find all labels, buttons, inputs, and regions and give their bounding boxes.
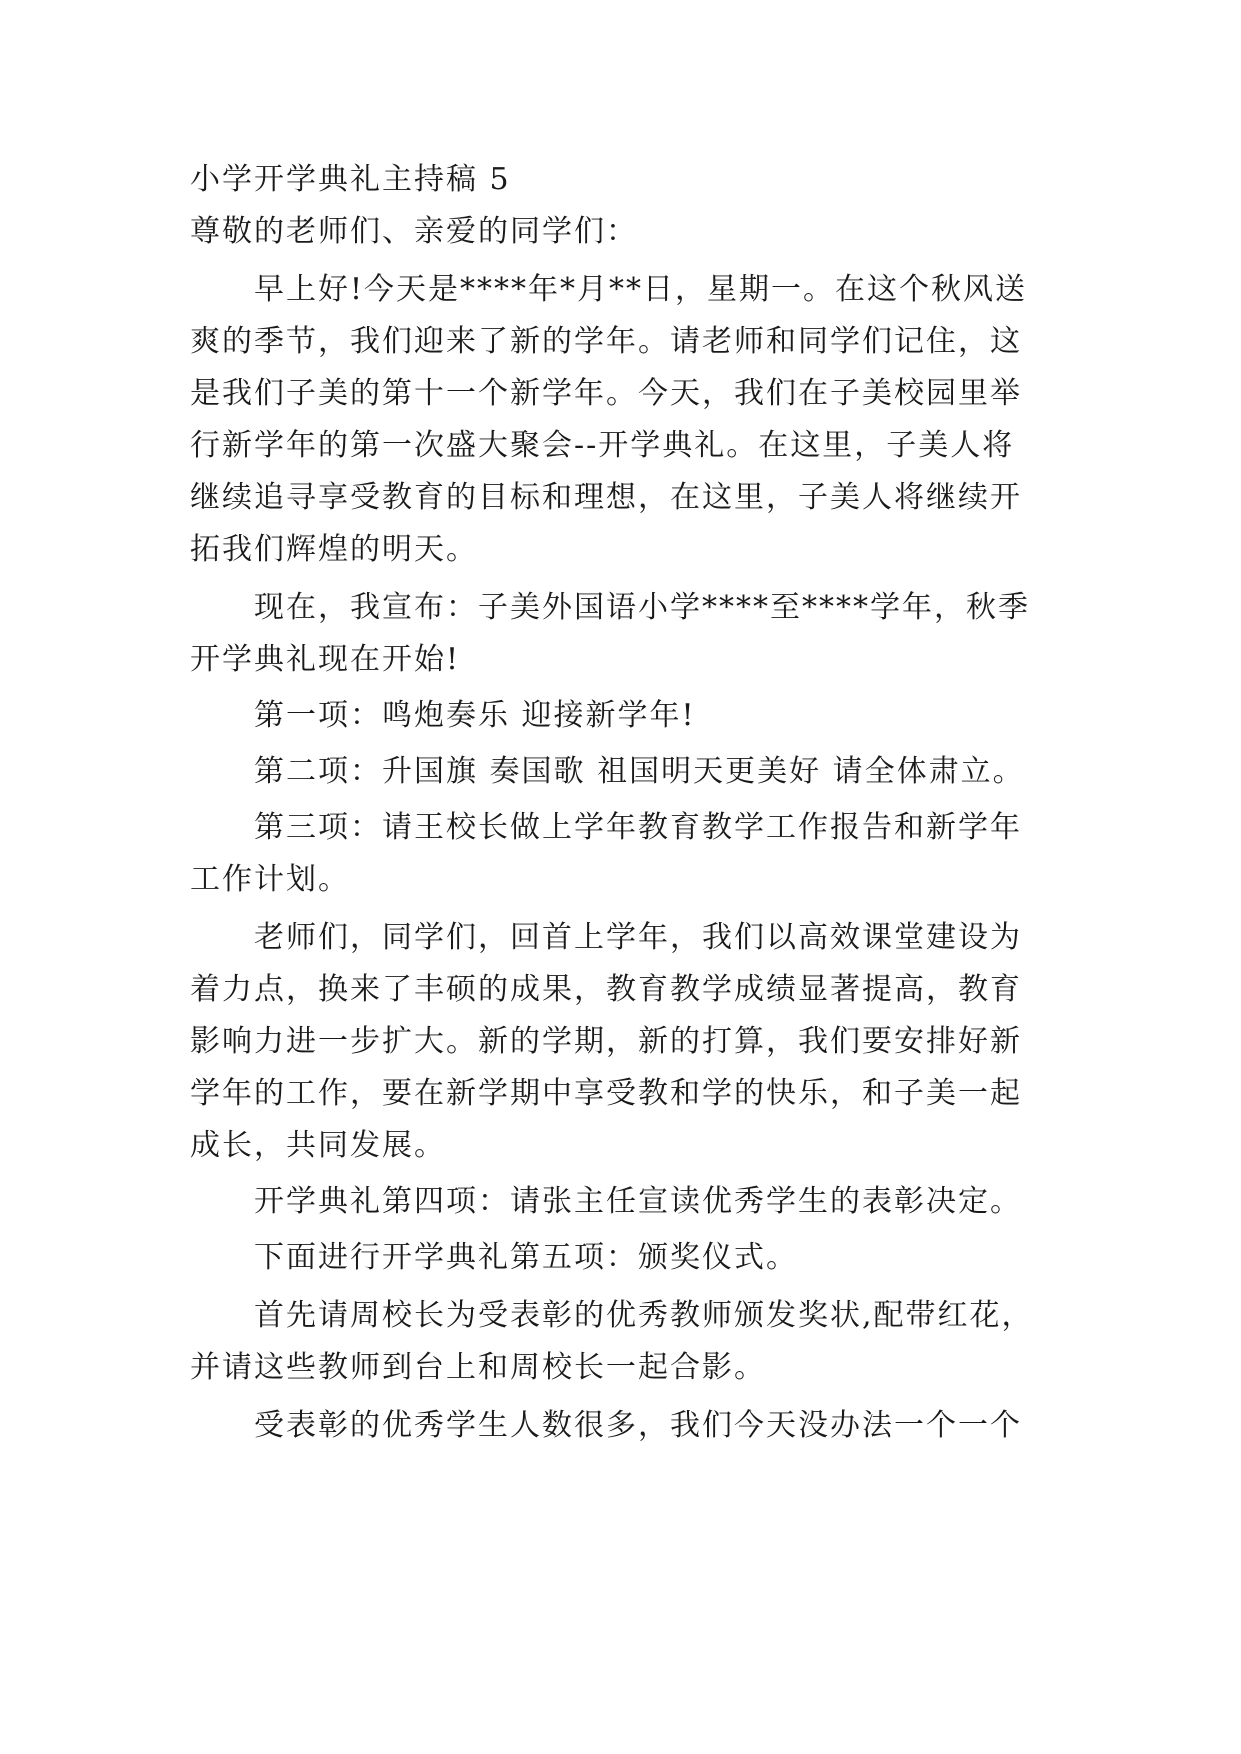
paragraph-line: 第一项：鸣炮奏乐 迎接新学年!: [254, 698, 696, 733]
paragraph-line: 成长，共同发展。: [190, 1128, 446, 1163]
paragraph-line: 并请这些教师到台上和周校长一起合影。: [190, 1350, 766, 1385]
paragraph-line: 下面进行开学典礼第五项：颁奖仪式。: [254, 1240, 798, 1275]
paragraph-line: 受表彰的优秀学生人数很多，我们今天没办法一个一个: [254, 1408, 1022, 1443]
paragraph-line: 继续追寻享受教育的目标和理想，在这里，子美人将继续开: [190, 480, 1022, 515]
paragraph-line: 开学典礼第四项：请张主任宣读优秀学生的表彰决定。: [254, 1184, 1022, 1219]
paragraph-line: 工作计划。: [190, 862, 350, 897]
paragraph-line: 现在，我宣布：子美外国语小学****至****学年，秋季: [254, 590, 1030, 625]
paragraph-line: 第二项：升国旗 奏国歌 祖国明天更美好 请全体肃立。: [254, 754, 1025, 789]
paragraph-line: 是我们子美的第十一个新学年。今天，我们在子美校园里举: [190, 376, 1022, 411]
paragraph-line: 早上好!今天是****年*月**日，星期一。在这个秋风送: [254, 272, 1028, 307]
paragraph-line: 着力点，换来了丰硕的成果，教育教学成绩显著提高，教育: [190, 972, 1022, 1007]
paragraph-line: 老师们，同学们，回首上学年，我们以高效课堂建设为: [254, 920, 1022, 955]
document-title: 小学开学典礼主持稿 5: [190, 162, 511, 197]
paragraph-line: 第三项：请王校长做上学年教育教学工作报告和新学年: [254, 810, 1022, 845]
paragraph-line: 行新学年的第一次盛大聚会--开学典礼。在这里，子美人将: [190, 428, 1015, 463]
paragraph-line: 首先请周校长为受表彰的优秀教师颁发奖状,配带红花，: [254, 1298, 1034, 1333]
paragraph-line: 开学典礼现在开始!: [190, 642, 461, 677]
paragraph-line: 学年的工作，要在新学期中享受教和学的快乐，和子美一起: [190, 1076, 1022, 1111]
paragraph-line: 拓我们辉煌的明天。: [190, 532, 478, 567]
paragraph-line: 影响力进一步扩大。新的学期，新的打算，我们要安排好新: [190, 1024, 1022, 1059]
paragraph-line: 爽的季节，我们迎来了新的学年。请老师和同学们记住，这: [190, 324, 1022, 359]
salutation: 尊敬的老师们、亲爱的同学们：: [190, 214, 638, 249]
